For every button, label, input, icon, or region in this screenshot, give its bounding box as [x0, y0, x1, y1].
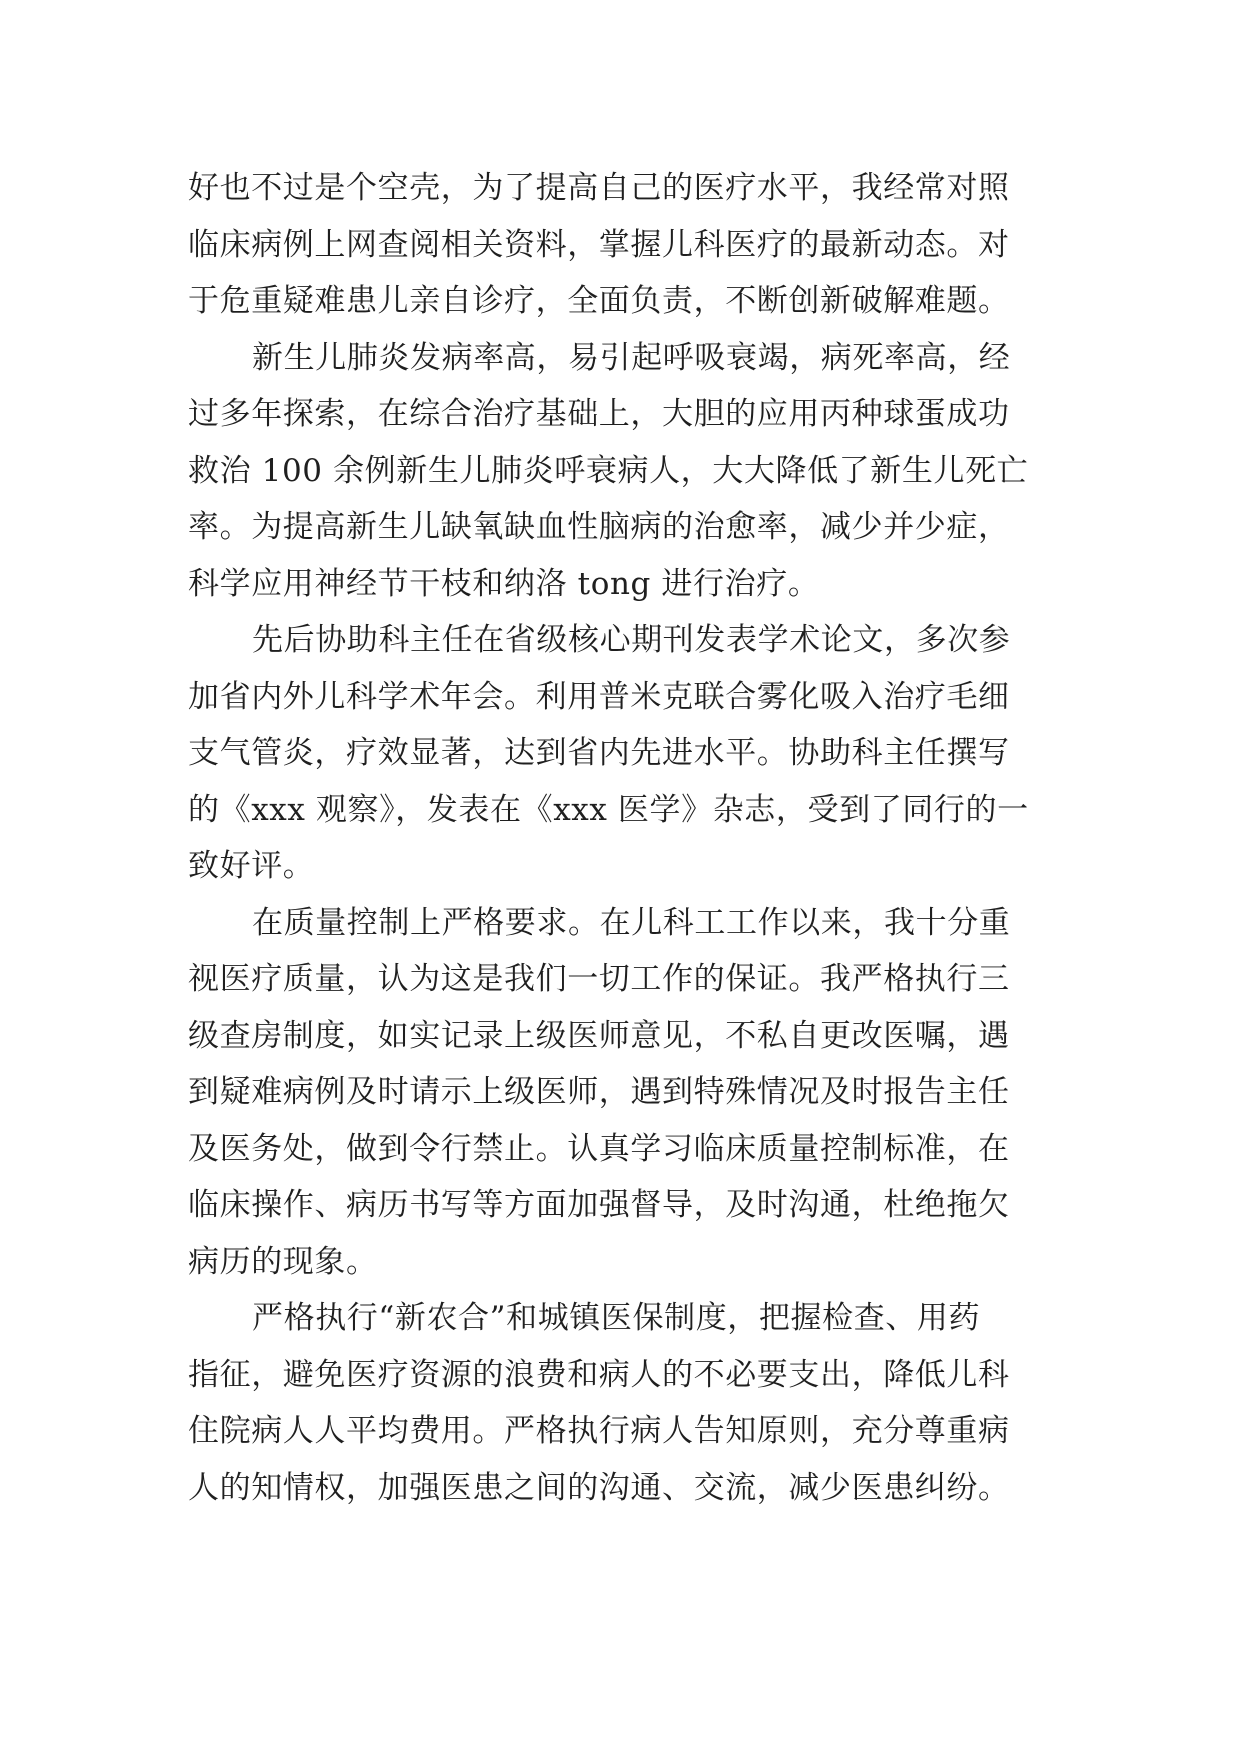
- paragraph-line: 到疑难病例及时请示上级医师，遇到特殊情况及时报告主任: [188, 1074, 1010, 1110]
- paragraph-1: [188, 160, 1078, 330]
- paragraph-line: 病历的现象。: [188, 1243, 378, 1280]
- paragraph-line: 率。为提高新生儿缺氧缺血性脑病的治愈率，减少并少症，: [188, 509, 1010, 545]
- paragraph-line: 人的知情权，加强医患之间的沟通、交流，减少医患纠纷。: [188, 1469, 1010, 1506]
- paragraph-line: 的《xxx 观察》，发表在《xxx 医学》杂志，受到了同行的一: [188, 791, 1029, 828]
- paragraph-line: 临床操作、病历书写等方面加强督导，及时沟通，杜绝拖欠: [188, 1187, 1010, 1223]
- paragraph-line: 于危重疑难患儿亲自诊疗，全面负责，不断创新破解难题。: [188, 283, 1010, 319]
- paragraph-line: 科学应用神经节干枝和纳洛 tong 进行治疗。: [188, 565, 820, 602]
- paragraph-first-line: 先后协助科主任在省级核心期刊发表学术论文，多次参: [252, 622, 1011, 658]
- paragraph-line: 临床病例上网查阅相关资料，掌握儿科医疗的最新动态。对: [188, 226, 1010, 263]
- paragraph-first-line: 在质量控制上严格要求。在儿科工工作以来，我十分重: [252, 904, 1011, 941]
- paragraph-line: 支气管炎，疗效显著，达到省内先进水平。协助科主任撰写: [188, 735, 1010, 771]
- paragraph-line: 住院病人人平均费用。严格执行病人告知原则，充分尊重病: [188, 1413, 1010, 1449]
- paragraph-line: 好也不过是个空壳，为了提高自己的医疗水平，我经常对照: [188, 170, 1010, 206]
- paragraph-4: [188, 895, 1078, 1291]
- paragraph-line: 视医疗质量，认为这是我们一切工作的保证。我严格执行三: [188, 961, 1010, 997]
- paragraph-line: 救治 100 余例新生儿肺炎呼衰病人，大大降低了新生儿死亡: [188, 452, 1029, 489]
- document-body: [188, 160, 1078, 1516]
- paragraph-first-line: 新生儿肺炎发病率高，易引起呼吸衰竭，病死率高，经: [252, 339, 1011, 376]
- paragraph-first-line: 严格执行“新农合”和城镇医保制度，把握检查、用药: [252, 1300, 981, 1336]
- paragraph-line: 致好评。: [188, 848, 315, 884]
- paragraph-2: [188, 330, 1078, 613]
- paragraph-3: [188, 612, 1078, 895]
- paragraph-5: [188, 1290, 1078, 1516]
- paragraph-line: 及医务处，做到令行禁止。认真学习临床质量控制标准，在: [188, 1130, 1010, 1167]
- paragraph-line: 加省内外儿科学术年会。利用普米克联合雾化吸入治疗毛细: [188, 678, 1010, 715]
- paragraph-line: 级查房制度，如实记录上级医师意见，不私自更改医嘱，遇: [188, 1017, 1010, 1054]
- paragraph-line: 过多年探索，在综合治疗基础上，大胆的应用丙种球蛋成功: [188, 396, 1010, 432]
- paragraph-line: 指征，避免医疗资源的浪费和病人的不必要支出，降低儿科: [188, 1356, 1010, 1393]
